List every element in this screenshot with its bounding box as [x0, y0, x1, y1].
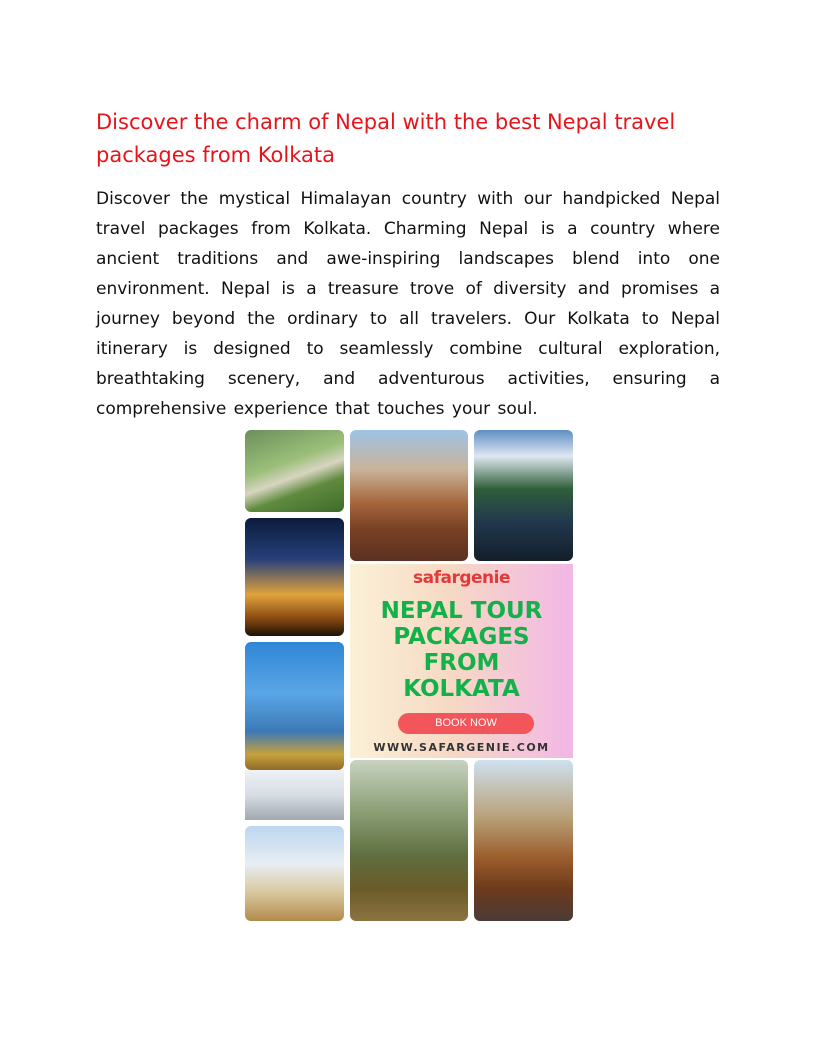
photo-lake-boats — [474, 430, 573, 561]
promo-poster — [245, 430, 573, 921]
brand-logo: safargenie — [413, 568, 510, 588]
promo-panel — [350, 564, 573, 758]
photo-stupa — [245, 826, 344, 921]
book-now-button[interactable]: BOOK NOW — [398, 713, 534, 734]
headline-line-3: FROM — [423, 650, 500, 676]
photo-building-roof — [245, 770, 344, 820]
photo-durbar-square — [350, 430, 468, 561]
headline-line-4: KOLKATA — [403, 676, 520, 702]
headline-line-2: PACKAGES — [393, 624, 530, 650]
photo-temple-night — [245, 518, 344, 636]
photo-shiva-statue — [245, 642, 344, 770]
photo-pagoda-temple — [474, 760, 573, 921]
page-heading: Discover the charm of Nepal with the best Nepal travel packages from Kolkata — [96, 110, 676, 167]
headline-line-1: NEPAL TOUR — [380, 598, 543, 624]
photo-cable-car — [245, 430, 344, 512]
intro-paragraph: Discover the mystical Himalayan country with our handpicked Nepal travel packages from Kolkata. Charming Nepal is a country where ancient traditions and awe-inspiring landscapes blend into one environment. Nepal is a treasure trove of diversity and promises a journey beyond the ordinary to all travelers. Our Kolkata to Nepal itinerary is designed to seamlessly combine cultural exploration, breathtaking scenery, and adventurous activities, ensuring a comprehensive experience that touches your soul. — [96, 189, 720, 419]
photo-jungle-wildlife — [350, 760, 468, 921]
poster-headline — [350, 598, 573, 702]
website-url: WWW.SAFARGENIE.COM — [373, 741, 550, 754]
